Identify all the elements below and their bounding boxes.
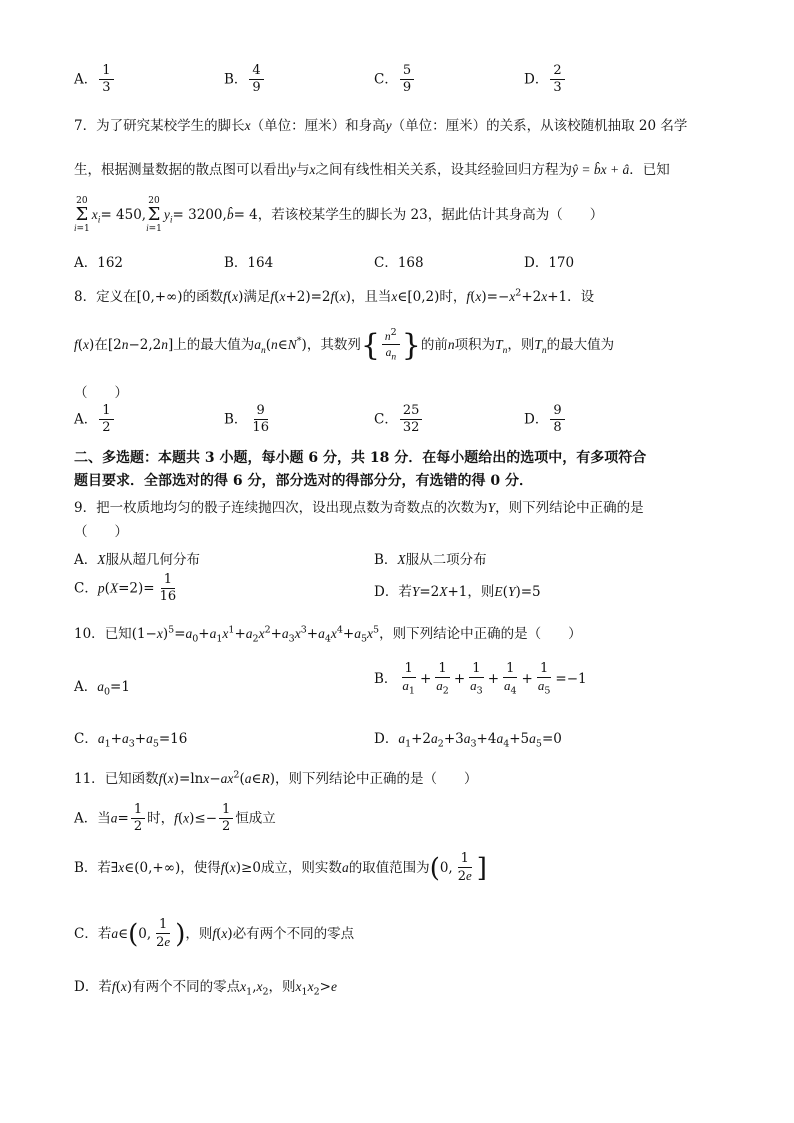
functional-equation: f(x+2)=2f(x) bbox=[270, 289, 351, 305]
q9-option-c: C．p(X=2)= $\frac{1}{16}$ bbox=[74, 573, 181, 605]
fraction: $\frac{1}{2e}$ bbox=[457, 851, 472, 885]
q11-option-a: A．当a= $\frac{1}{2}$ 时，f(x)≤− $\frac{1}{2}$ 恒成立 bbox=[74, 802, 276, 835]
option-text: 成立，则实数 bbox=[260, 859, 342, 876]
binomial-expansion: $(1-x)^5=a_0+a_1x^1+a_2x^2+a_3x^3+a_4x^4+a_5x^5$ bbox=[131, 624, 380, 645]
option-label: A． bbox=[74, 411, 98, 428]
q6-option-c bbox=[374, 64, 416, 96]
denominator: 2 bbox=[102, 420, 111, 436]
q7-text: = 4，若该校某学生的脚长为 23，据此估计其身高为（ ） bbox=[233, 207, 604, 223]
q7-line-1 bbox=[74, 114, 687, 134]
q6-option-d bbox=[524, 64, 567, 96]
fraction: $\frac{1}{a_3}$ bbox=[470, 661, 483, 697]
q11-option-c: C．若a∈(0, $\frac{1}{2e}$ )，则f(x)必有两个不同的零点 bbox=[74, 917, 355, 951]
option-label: B． bbox=[224, 255, 248, 271]
denominator: 8 bbox=[553, 420, 562, 436]
option-text: 必有两个不同的零点 bbox=[232, 925, 355, 942]
option-text: ，使得 bbox=[180, 859, 221, 876]
q7-text: 之间有线性相关关系，设其经验回归方程为 bbox=[315, 162, 572, 178]
denominator: 3 bbox=[102, 80, 111, 96]
option-label: B． bbox=[224, 71, 248, 88]
fraction bbox=[99, 404, 113, 436]
q10-text: 已知 bbox=[104, 626, 132, 642]
fraction bbox=[550, 404, 564, 436]
interval: [2n−2,2n] bbox=[107, 337, 174, 354]
option-text: 服从超几何分布 bbox=[105, 552, 200, 568]
q8-text: ，且当 bbox=[350, 289, 392, 305]
q9-option-b: B．X服从二项分布 bbox=[374, 552, 487, 568]
q11-text: ，则下列结论中正确的是（ ） bbox=[275, 771, 478, 787]
q8-option-b bbox=[224, 404, 274, 436]
q7-text: = 3200, bbox=[172, 207, 227, 223]
interval: [0,+∞) bbox=[136, 289, 183, 305]
option-text: 当 bbox=[97, 810, 111, 827]
q8-text: 上的最大值为 bbox=[173, 337, 255, 354]
option-text: 若 bbox=[98, 979, 112, 995]
option-text: 若 bbox=[97, 925, 112, 942]
option-text: 若 bbox=[97, 859, 111, 876]
option-text: ，则 bbox=[185, 925, 213, 942]
option-text: 的取值范围为 bbox=[348, 859, 430, 876]
q8-option-a bbox=[74, 404, 116, 436]
q8-paren: （ ） bbox=[74, 385, 128, 401]
sum-symbol: 20 Σ i=1 bbox=[146, 196, 162, 234]
option-text: 时， bbox=[147, 810, 175, 827]
q11-text: 已知函数 bbox=[104, 771, 159, 787]
denominator: 16 bbox=[252, 420, 269, 436]
q8-text: 的函数 bbox=[182, 289, 224, 305]
q8-text: 定义在 bbox=[96, 289, 137, 305]
q9-text: ，则下列结论中正确的是 bbox=[495, 500, 644, 516]
numerator: 4 bbox=[249, 64, 263, 80]
option-label: A． bbox=[74, 255, 98, 271]
q8-option-d bbox=[524, 404, 567, 436]
sum-symbol: 20 Σ i=1 bbox=[74, 196, 90, 234]
q8-text: ，其数列 bbox=[306, 337, 361, 354]
numerator: 1 bbox=[99, 404, 113, 420]
numerator: 9 bbox=[254, 404, 268, 420]
option-label: D． bbox=[524, 71, 549, 88]
q11-line-1 bbox=[74, 767, 478, 787]
q9-option-a: A．X服从超几何分布 bbox=[74, 552, 200, 568]
option-value: 170 bbox=[548, 255, 575, 271]
var-y: y bbox=[385, 118, 392, 133]
option-text: 恒成立 bbox=[235, 810, 276, 827]
q8-line-2: f(x)在[2n−2,2n]上的最大值为$a_n(n\in N^*)$，其数列{ $\frac{n^2}{a_n}$ }的前n项积为$T_n$，则$T_n$的最大值为 bbox=[74, 327, 615, 364]
q7-text: ．已知 bbox=[629, 162, 670, 178]
q9-option-d: D．若Y=2X+1，则E(Y)=5 bbox=[374, 584, 541, 600]
q10-text: ，则下列结论中正确的是（ ） bbox=[379, 626, 582, 642]
regression-equation: ŷ = b̂x + â bbox=[572, 162, 630, 177]
q11-option-d: D．若f(x)有两个不同的零点$x_1,x_2$，则$x_1x_2>e$ bbox=[74, 979, 337, 998]
option-value: 162 bbox=[97, 255, 124, 271]
var-x: x bbox=[309, 162, 316, 177]
q6-option-b bbox=[224, 64, 266, 96]
option-text: ，则 bbox=[268, 979, 296, 995]
q7-text: 生，根据测量数据的散点图可以看出 bbox=[74, 162, 290, 178]
q10-option-b: B． $\frac{1}{a_1}$ + $\frac{1}{a_2}$ + $\frac{1}{a_3}$ + $\frac{1}{a_4}$ + $\frac{1}{a_5}$ =−1 bbox=[374, 661, 587, 697]
q7-text: （单位：厘米）的关系，从该校随机抽取 20 名学 bbox=[391, 118, 688, 134]
function-definition: $f(x)=-x^2+2x+1$ bbox=[466, 287, 568, 305]
denominator: 3 bbox=[553, 80, 562, 96]
q7-option-b bbox=[224, 251, 273, 271]
option-label: C． bbox=[374, 411, 398, 428]
numerator: 9 bbox=[550, 404, 564, 420]
fraction: $\frac{1}{a_5}$ bbox=[537, 661, 551, 697]
q7-text: 为了研究某校学生的脚长 bbox=[96, 118, 245, 134]
q8-text: 在 bbox=[94, 337, 108, 354]
q7-option-c bbox=[374, 251, 424, 271]
fx: f bbox=[223, 289, 227, 304]
fraction: $\frac{1}{2e}$ bbox=[156, 917, 171, 951]
q10-option-a: A．$a_0=1$ bbox=[74, 679, 130, 698]
q8-option-c bbox=[374, 404, 424, 436]
option-text: 有两个不同的零点 bbox=[132, 979, 241, 995]
numerator: 25 bbox=[400, 404, 423, 420]
function-definition: $f(x)=\ln x-ax^2(a\in R)$ bbox=[158, 769, 275, 787]
q8-line-1: 8．定义在[0,+∞)的函数f(x)满足f(x+2)=2f(x)，且当x∈[0,2)时，$f(x)=-x^2+2x+1$．设 bbox=[74, 287, 595, 305]
q8-text: ．设 bbox=[567, 289, 595, 305]
q7-line-2 bbox=[74, 158, 670, 178]
q10-option-d: D．$a_1+2a_2+3a_3+4a_4+5a_5=0$ bbox=[374, 731, 562, 750]
q8-text: 时， bbox=[439, 289, 467, 305]
var-x: x bbox=[244, 118, 251, 133]
fraction: $\frac{n^2}{a_n}$ bbox=[382, 328, 400, 363]
q9-line-1: 9．把一枚质地均匀的骰子连续抛四次，设出现点数为奇数点的次数为Y，则下列结论中正确的是 bbox=[74, 500, 644, 516]
q6-option-a bbox=[74, 64, 116, 96]
option-value: 168 bbox=[397, 255, 424, 271]
fraction bbox=[99, 64, 113, 96]
q7-text: = 450, bbox=[100, 207, 147, 223]
fraction bbox=[249, 64, 263, 96]
option-value: 164 bbox=[247, 255, 274, 271]
section-heading-line-1: 二、多选题：本题共 3 小题，每小题 6 分，共 18 分．在每小题给出的选项中，有多项符合 bbox=[74, 450, 647, 466]
q10-option-c: C．$a_1+a_3+a_5=16$ bbox=[74, 731, 188, 750]
option-text: 若 bbox=[398, 584, 412, 600]
numerator: 1 bbox=[99, 64, 113, 80]
option-label: A． bbox=[74, 71, 98, 88]
fraction bbox=[550, 64, 564, 96]
q9-text: 把一枚质地均匀的骰子连续抛四次，设出现点数为奇数点的次数为 bbox=[96, 500, 488, 516]
question-number: 11． bbox=[74, 771, 105, 787]
option-label: D． bbox=[524, 411, 549, 428]
fraction: $\frac{1}{2}$ bbox=[131, 803, 145, 835]
question-number: 7． bbox=[74, 118, 97, 134]
q8-text: ，则 bbox=[507, 337, 535, 354]
q9-paren: （ ） bbox=[74, 524, 128, 540]
q8-text: 满足 bbox=[243, 289, 271, 305]
b-hat: b̂ bbox=[226, 207, 234, 222]
numerator: 2 bbox=[550, 64, 564, 80]
question-number: 9． bbox=[74, 500, 97, 516]
option-label: B． bbox=[224, 411, 248, 428]
denominator: 32 bbox=[402, 420, 420, 436]
q7-option-d bbox=[524, 251, 574, 271]
q8-text: 项积为 bbox=[454, 337, 496, 354]
q7-text: 与 bbox=[296, 162, 310, 178]
option-label: C． bbox=[374, 255, 398, 271]
q10-line-1 bbox=[74, 622, 582, 645]
denominator: 9 bbox=[252, 80, 261, 96]
question-number: 8． bbox=[74, 289, 97, 305]
option-text: 服从二项分布 bbox=[405, 552, 487, 568]
fraction: $\frac{1}{16}$ bbox=[159, 572, 177, 605]
fraction: $\frac{1}{a_2}$ bbox=[436, 661, 449, 697]
fraction bbox=[400, 404, 423, 436]
fraction: $\frac{1}{a_1}$ bbox=[402, 661, 415, 697]
fraction: $\frac{1}{2}$ bbox=[219, 803, 233, 835]
q8-text: 的最大值为 bbox=[546, 337, 615, 354]
var-y: y bbox=[290, 162, 296, 177]
option-label: D． bbox=[524, 255, 549, 271]
q7-line-3: 20 Σ i=1 $x_i= 450$, 20 Σ i=1 $y_i=$ 3200,b̂= 4，若该校某学生的脚长为 23，据此估计其身高为（ ） bbox=[74, 196, 604, 234]
fraction bbox=[400, 64, 414, 96]
q7-text: （单位：厘米）和身高 bbox=[250, 118, 386, 134]
fraction bbox=[249, 404, 272, 436]
option-text: ，则 bbox=[467, 584, 495, 600]
q7-option-a bbox=[74, 251, 123, 271]
fraction: $\frac{1}{a_4}$ bbox=[504, 661, 517, 697]
question-number: 10． bbox=[74, 626, 105, 642]
option-label: C． bbox=[374, 71, 398, 88]
numerator: 5 bbox=[400, 64, 414, 80]
denominator: 9 bbox=[402, 80, 412, 96]
section-heading-line-2: 题目要求．全部选对的得 6 分，部分选对的得部分分，有选错的得 0 分． bbox=[74, 473, 533, 489]
q8-text: 的前 bbox=[420, 337, 448, 354]
q11-option-b: B．若∃x∈(0,+∞)，使得f(x)≥0成立，则实数a的取值范围为(0, $\frac{1}{2e}$ ] bbox=[74, 851, 487, 885]
